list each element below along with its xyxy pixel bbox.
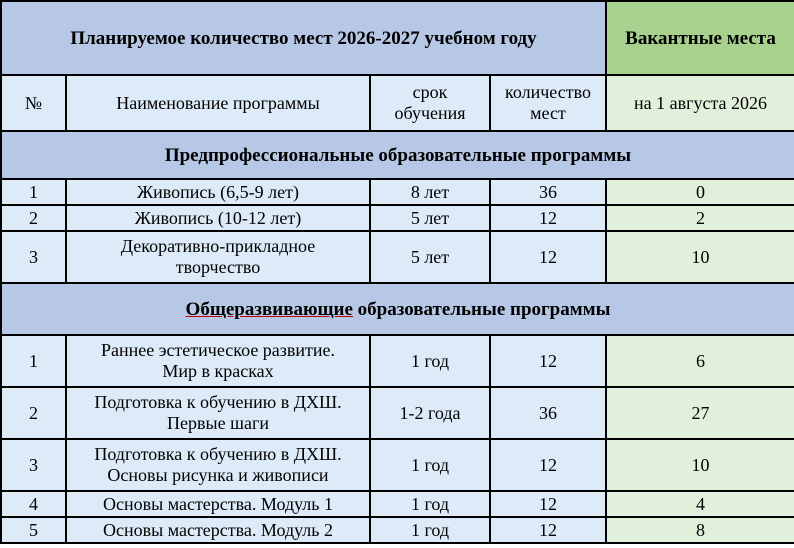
table-row [1,335,794,387]
program-name [66,335,370,387]
column-header-places-line1: количество [505,82,591,102]
study-term: 1-2 года [370,387,490,439]
vacant-places: 8 [606,517,794,543]
program-name [66,491,370,517]
study-term: 1 год [370,517,490,543]
program-name-line1: Живопись (6,5-9 лет) [137,181,299,202]
table-row [1,439,794,491]
program-name [66,439,370,491]
table-row [1,231,794,283]
study-term: 8 лет [370,179,490,205]
row-number: 2 [1,387,66,439]
section-row [1,283,794,335]
section-title [1,131,794,179]
column-header-term [370,75,490,131]
program-name [66,231,370,283]
study-term: 1 год [370,439,490,491]
places-count: 12 [490,335,606,387]
table-body [1,1,794,543]
column-header-row [1,75,794,131]
column-header-term-line1: срок [412,82,448,102]
row-number: 1 [1,179,66,205]
section-title-underlined: Общеразвивающие [185,298,353,320]
vacant-places: 6 [606,335,794,387]
column-header-name: Наименование программы [66,75,370,131]
row-number: 4 [1,491,66,517]
vacant-places: 2 [606,205,794,231]
row-number: 1 [1,335,66,387]
places-count: 12 [490,205,606,231]
column-header-term-line2: обучения [394,103,466,123]
program-name [66,205,370,231]
program-name-line2: Основы рисунка и живописи [107,465,329,485]
places-count: 36 [490,387,606,439]
places-count: 12 [490,517,606,543]
program-name-line1: Основы мастерства. Модуль 2 [102,519,334,540]
program-name-line1: Основы мастерства. Модуль 1 [102,493,334,514]
table-row [1,205,794,231]
places-count: 12 [490,491,606,517]
column-header-places [490,75,606,131]
section-row [1,131,794,179]
program-name-line1: Раннее эстетическое развитие. [100,340,336,360]
study-term: 5 лет [370,205,490,231]
row-number: 3 [1,439,66,491]
table-title: Планируемое количество мест 2026-2027 учебном году [1,1,606,75]
table-row [1,179,794,205]
program-name [66,387,370,439]
vacant-places: 0 [606,179,794,205]
program-name-line1: Декоративно-прикладное [120,236,316,256]
places-count: 36 [490,179,606,205]
program-name-line2: Мир в красках [162,361,274,381]
places-count: 12 [490,439,606,491]
vacant-places: 10 [606,439,794,491]
program-name-line1: Подготовка к обучению в ДХШ. [94,444,342,464]
study-term: 1 год [370,335,490,387]
study-term: 5 лет [370,231,490,283]
table-row [1,491,794,517]
places-count: 12 [490,231,606,283]
program-name-line2: Первые шаги [167,413,269,433]
table-row [1,517,794,543]
row-number: 2 [1,205,66,231]
table-row [1,387,794,439]
column-header-vacant-date: на 1 августа 2026 [606,75,794,131]
vacant-title: Вакантные места [606,1,794,75]
row-number: 3 [1,231,66,283]
program-name [66,179,370,205]
column-header-num: № [1,75,66,131]
vacant-places: 4 [606,491,794,517]
section-title-text: образовательные программы [352,298,611,320]
row-number: 5 [1,517,66,543]
section-title [1,283,794,335]
column-header-places-line2: мест [530,103,566,123]
program-name [66,517,370,543]
program-name-line2: творчество [175,257,261,277]
study-term: 1 год [370,491,490,517]
title-row [1,1,794,75]
program-name-line1: Живопись (10-12 лет) [134,207,302,228]
program-name-line1: Подготовка к обучению в ДХШ. [94,392,342,412]
vacant-places: 27 [606,387,794,439]
vacant-places: 10 [606,231,794,283]
section-title-text: Предпрофессиональные образовательные программы [164,144,632,166]
